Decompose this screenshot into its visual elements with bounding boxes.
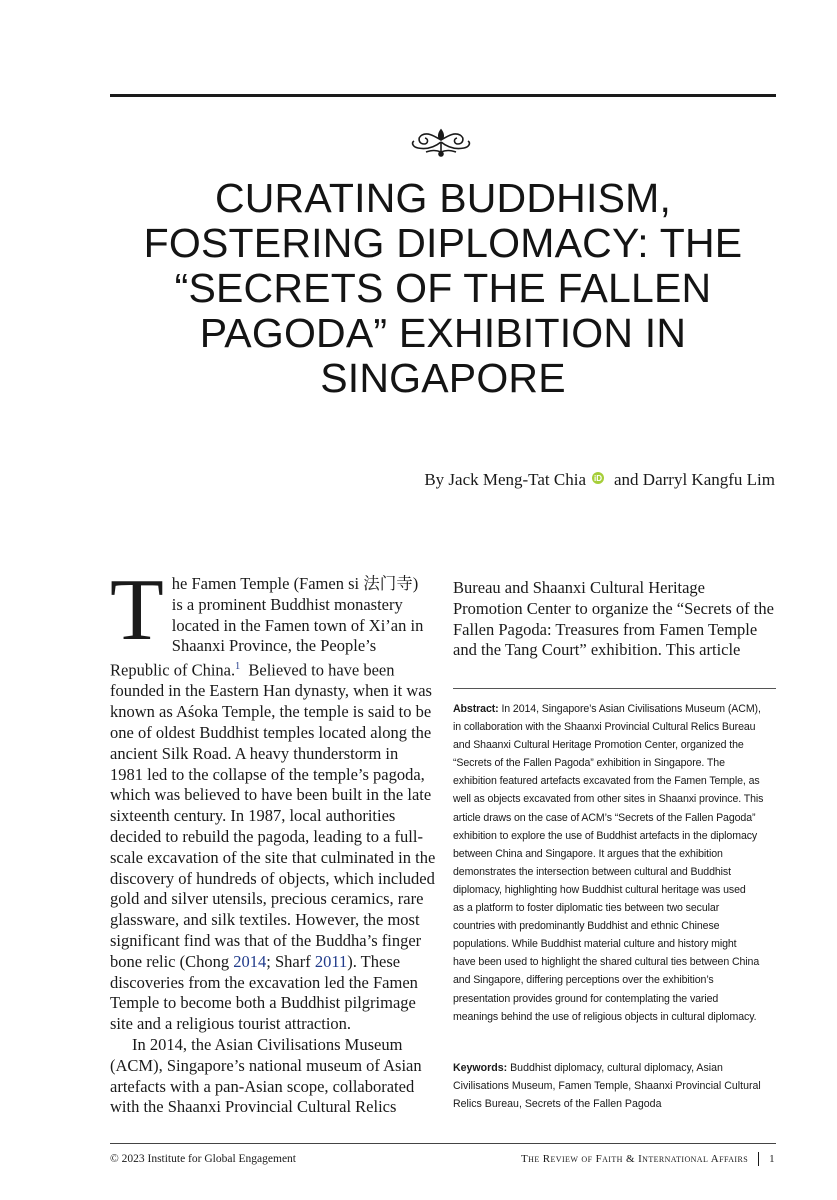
body-text: Republic of China.	[110, 660, 236, 680]
body-line: and the Tang Court” exhibition. This article	[453, 640, 741, 660]
abstract-line: have been used to highlight the shared cultural ties between China	[453, 956, 760, 969]
body-text: bone relic (Chong	[110, 951, 234, 971]
body-line: one of oldest Buddhist temples located along the	[110, 723, 432, 743]
body-line: he Famen Temple (Famen si 法门寺)	[171, 574, 419, 593]
abstract-line: demonstrates the intersection between cultural and Buddhist	[453, 865, 731, 878]
body-line: site and a religious tourist attraction.	[110, 1014, 352, 1034]
body-text: ). These	[347, 951, 401, 971]
body-line: Bureau and Shaanxi Cultural Heritage	[453, 578, 706, 597]
byline-first-author: By Jack Meng-Tat Chia	[424, 470, 587, 489]
byline	[424, 470, 775, 490]
abstract-text: In 2014, Singapore’s Asian Civilisations Museum (ACM),	[498, 703, 761, 715]
footnote-ref[interactable]: 1	[235, 661, 241, 673]
body-line: sixteenth century. In 1987, local authorities	[110, 806, 396, 826]
footer-copyright: © 2023 Institute for Global Engagement	[110, 1153, 296, 1165]
body-line: founded in the Eastern Han dynasty, when it was	[110, 681, 432, 701]
keywords-text: Buddhist diplomacy, cultural diplomacy, Asian	[507, 1062, 723, 1074]
body-line: artefacts with a pan-Asian scope, collaborated	[110, 1076, 415, 1096]
drop-cap: T	[110, 562, 164, 659]
body-line: decided to rebuild the pagoda, leading to a full-	[110, 827, 423, 847]
page-number: 1	[769, 1153, 775, 1165]
body-line: ancient Silk Road. A heavy thunderstorm in	[110, 743, 399, 763]
abstract-line: meanings behind the use of religious objects in cultural diplomacy.	[453, 1010, 757, 1023]
paragraph-2	[110, 1035, 434, 1118]
title-line: PAGODA” EXHIBITION IN	[199, 310, 687, 356]
body-text: ; Sharf	[266, 951, 315, 971]
keywords-line: Civilisations Museum, Famen Temple, Shaanxi Provincial Cultural	[453, 1080, 761, 1093]
body-line: glassware, and silk textiles. However, the most	[110, 910, 420, 930]
body-line: (ACM), Singapore’s national museum of Asian	[110, 1055, 422, 1075]
keywords-label: Keywords:	[453, 1062, 508, 1074]
title-line: CURATING BUDDHISM,	[214, 175, 672, 221]
body-line: with the Shaanxi Provincial Cultural Relics	[110, 1097, 397, 1117]
title-line: FOSTERING DIPLOMACY: THE	[143, 220, 743, 266]
byline-second-author: and Darryl Kangfu Lim	[614, 470, 775, 489]
footer-journal	[521, 1152, 775, 1166]
abstract-line: well as objects excavated from other sites in Shaanxi province. This	[453, 793, 764, 806]
orcid-icon[interactable]: iD	[594, 473, 603, 483]
abstract-rule	[453, 688, 776, 689]
body-line: significant find was that of the Buddha’s finger	[110, 931, 422, 951]
body-line: discoveries from the excavation led the Famen	[110, 972, 418, 992]
body-line: gold and silver utensils, precious ceramics, rare	[110, 889, 424, 909]
article-title	[110, 176, 776, 401]
abstract-line: and Singapore, differing perceptions over the exhibition’s	[453, 974, 714, 987]
abstract-line: article draws on the case of ACM’s “Secrets of the Fallen Pagoda”	[453, 811, 756, 824]
footer-rule	[110, 1143, 776, 1144]
body-line: Shaanxi Province, the People’s	[171, 636, 377, 656]
body-column-right	[453, 578, 776, 661]
abstract-line: populations. While Buddhist material culture and history might	[453, 938, 737, 951]
top-rule	[110, 94, 776, 97]
body-line	[110, 952, 434, 973]
abstract-line	[453, 700, 776, 718]
abstract-line: exhibition to explore the use of Buddhist artefacts in the diplomacy	[453, 829, 758, 842]
keywords-line	[453, 1059, 776, 1077]
fleuron-ornament-icon	[408, 126, 474, 158]
abstract-line: exhibition featured artefacts excavated from the Famen Temple, as	[453, 775, 760, 788]
body-text: Believed to have been	[240, 660, 395, 680]
body-line: In 2014, the Asian Civilisations Museum	[132, 1035, 403, 1055]
body-line: known as Aśoka Temple, the temple is said to be	[110, 702, 432, 722]
body-line: Fallen Pagoda: Treasures from Famen Temple	[453, 619, 758, 639]
keywords-line: Relics Bureau, Secrets of the Fallen Pagoda	[453, 1098, 662, 1111]
citation-link[interactable]: 2011	[314, 951, 348, 971]
abstract-line: as a platform to foster diplomatic ties between two secular	[453, 902, 720, 915]
abstract-line: presentation provides ground for contemplating the varied	[453, 992, 719, 1005]
title-line: “SECRETS OF THE FALLEN	[174, 265, 712, 311]
abstract-line: diplomacy, highlighting how Buddhist cultural heritage was used	[453, 883, 746, 896]
journal-name: The Review of Faith & International Affairs	[521, 1153, 749, 1165]
body-line: is a prominent Buddhist monastery	[171, 594, 403, 614]
body-line: Promotion Center to organize the “Secrets of the	[453, 598, 774, 618]
body-line: located in the Famen town of Xi’an in	[171, 615, 424, 635]
abstract-line: countries with predominantly Buddhist and ethnic Chinese	[453, 920, 720, 933]
body-line: Temple to become both a Buddhist pilgrimage	[110, 993, 416, 1013]
body-line	[110, 657, 434, 681]
abstract-line: in collaboration with the Shaanxi Provincial Cultural Relics Bureau	[453, 721, 756, 734]
citation-link[interactable]: 2014	[233, 951, 267, 971]
abstract-label: Abstract:	[453, 703, 499, 715]
title-line: SINGAPORE	[320, 355, 566, 401]
body-column-left	[110, 562, 436, 1118]
body-line: which was believed to have been built in the late	[110, 785, 432, 805]
abstract	[453, 700, 776, 1026]
abstract-line: between China and Singapore. It argues that the exhibition	[453, 847, 723, 860]
abstract-line: “Secrets of the Fallen Pagoda” exhibition in Singapore. The	[453, 757, 725, 770]
abstract-line: and Shaanxi Cultural Heritage Promotion Center, organized the	[453, 739, 744, 752]
body-line: 1981 led to the collapse of the temple’s pagoda,	[110, 764, 425, 784]
body-line: discovery of hundreds of objects, which included	[110, 868, 435, 888]
keywords	[453, 1059, 776, 1113]
footer-divider	[758, 1152, 759, 1166]
body-line: scale excavation of the site that culminated in the	[110, 847, 436, 867]
